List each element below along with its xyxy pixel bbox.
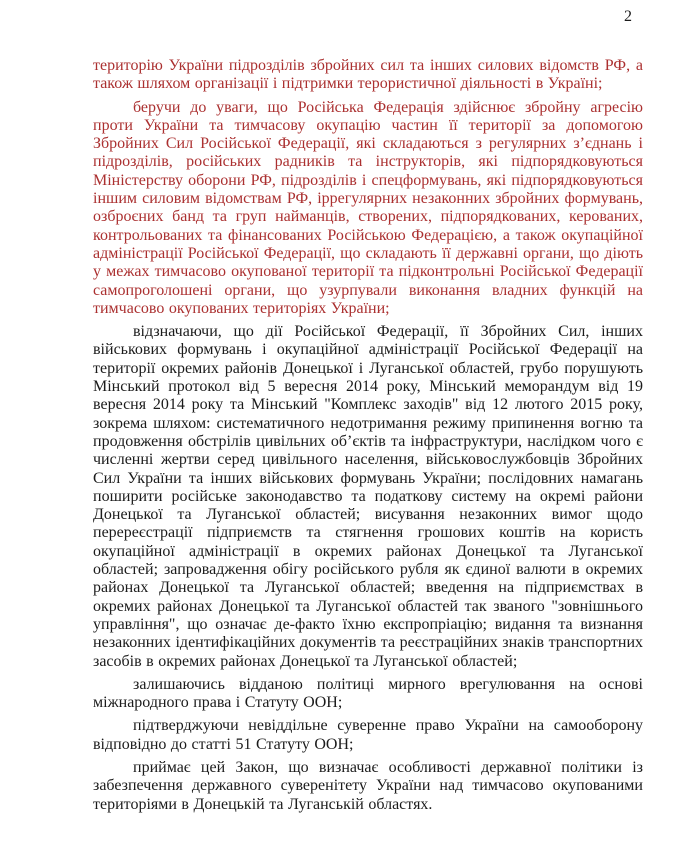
document-body <box>0 26 679 814</box>
paragraph-zalyshayuchys: залишаючись відданою політиці мирного врегулювання на основі міжнародного права і Статуту ООН; <box>93 675 643 712</box>
paragraph-vidznachayuchy: відзначаючи, що дії Російської Федерації, її Збройних Сил, інших військових формувань і окупаційної адміністрації Російської Федерації на території окремих районів Донецької і Луганської областей, грубо порушують Мінський протокол від 5 вересня 2014 року, Мінський меморандум від 19 вересня 2014 року та Мінський "Комплекс заходів" від 12 лютого 2015 року, зокрема шляхом: систематичного недотримання режиму припинення вогню та продовження обстрілів цивільних об’єктів та інфраструктури, наслідком чого є численні жертви серед цивільного населення, військовослужбовців Збройних Сил України та інших військових формувань України; послідовних намагань поширити російське законодавство та податкову систему на окремі райони Донецької та Луганської областей; висування незаконних вимог щодо перереєстрації підприємств та стягнення грошових коштів на користь окупаційної адміністрації в окремих районах Донецької та Луганської областей; запровадження обігу російського рубля як єдиної валюти в окремих районах Донецької та Луганської областей; введення на підприємствах в окремих районах Донецької та Луганської областей так званого "зовнішнього управління", що означає де-факто їхню експропріацію; видання та визнання незаконних ідентифікаційних документів та реєстраційних знаків транспортних засобів в окремих районах Донецької та Луганської областей; <box>93 323 643 670</box>
paragraph-beruchy-do-uvahy: беручи до уваги, що Російська Федерація здійснює збройну агресію проти України та тимчасову окупацію частин її території за допомогою Збройних Сил Російської Федерації, які складаються з регулярних з’єднань і підрозділів, російських радників та інструкторів, які підпорядковуються Міністерству оборони РФ, підрозділів і спецформувань, які підпорядковуються іншим силовим відомствам РФ, іррегулярних незаконних збройних формувань, озброєних банд та груп найманців, створених, підпорядкованих, керованих, контрольованих та фінансованих Російською Федерацією, а також окупаційної адміністрації Російської Федерації, що складають її державні органи, що діють у межах тимчасово окупованої території та підконтрольні Російської Федерації самопроголошені органи, що узурпували виконання владних функцій на тимчасово окупованих територіях України; <box>93 98 643 317</box>
paragraph-pidtverdzhuyuchy: підтверджуючи невіддільне суверенне право України на самооборону відповідно до статті 51 Статуту ООН; <box>93 717 643 753</box>
paragraph-pryimaye-zakon: приймає цей Закон, що визначає особливості державної політики із забезпечення державного суверенітету України над тимчасово окупованими територіями в Донецькій та Луганській областях. <box>93 758 643 813</box>
page-number: 2 <box>624 8 632 25</box>
paragraph-continuation-red: територію України підрозділів збройних сил та інших силових відомств РФ, а також шляхом організації і підтримки терористичної діяльності в Україні; <box>93 57 643 93</box>
